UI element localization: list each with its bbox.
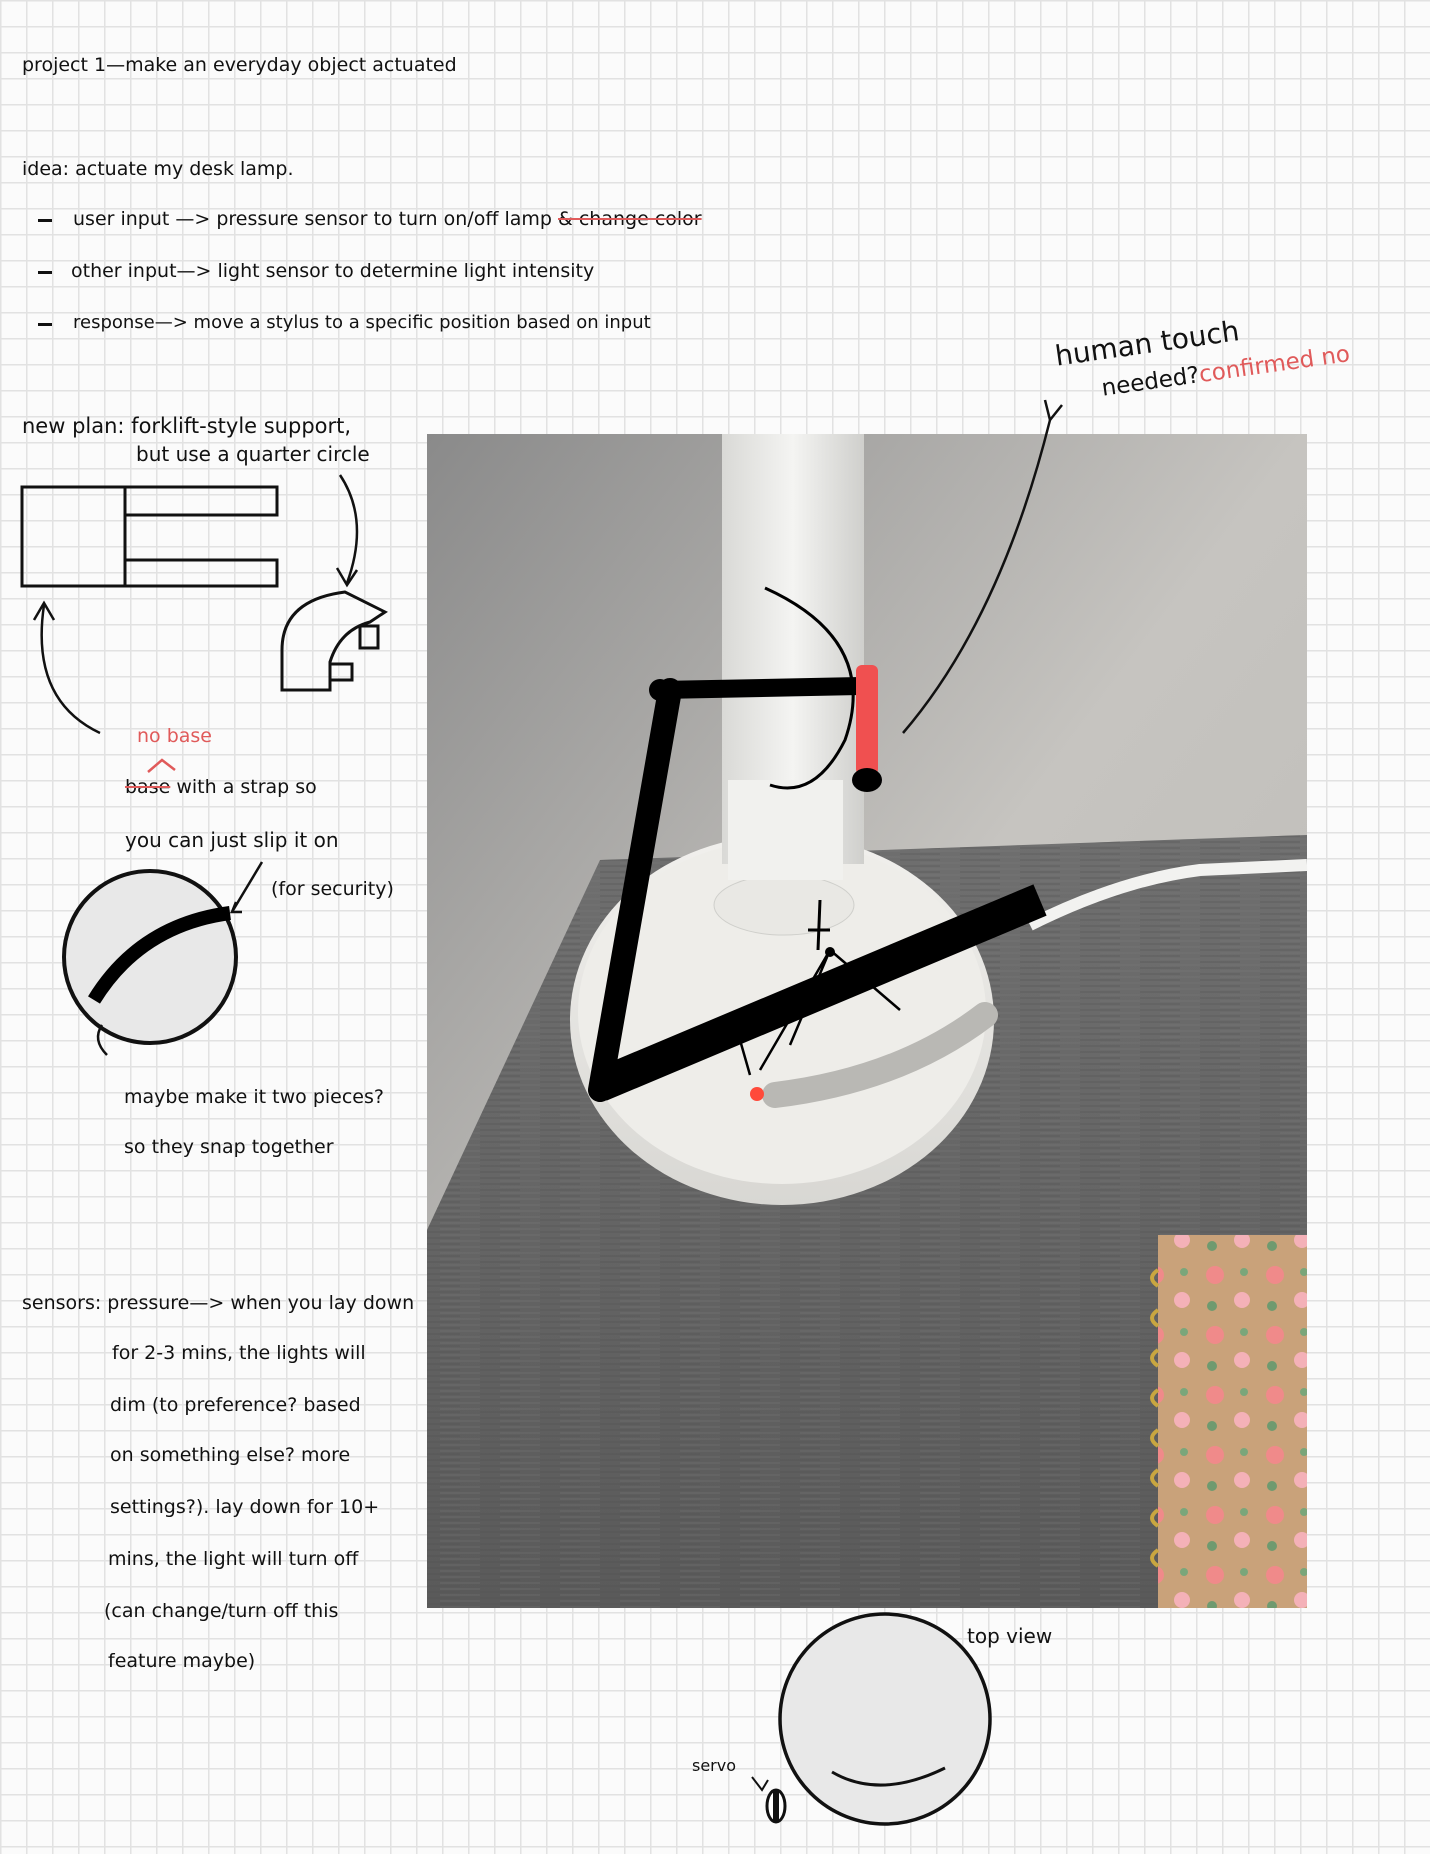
sensors-line-7: (can change/turn off this	[104, 1600, 339, 1622]
strap-line-2: you can just slip it on	[125, 828, 339, 852]
security-note: (for security)	[271, 878, 394, 900]
servo-label: servo	[692, 1756, 737, 1775]
annotation-human-touch: human touch	[1053, 314, 1242, 373]
idea-bullet-1: user input —> pressure sensor to turn on/off lamp & change color	[73, 208, 702, 230]
idea-bullet-3: response—> move a stylus to a specific position based on input	[73, 312, 651, 333]
plan-line-1: new plan: forklift-style support,	[22, 414, 352, 438]
top-view-label: top view	[967, 1624, 1053, 1648]
page-title: project 1—make an everyday object actuated	[22, 54, 457, 76]
snap-note: so they snap together	[124, 1136, 334, 1158]
sensors-line-6: mins, the light will turn off	[108, 1548, 359, 1570]
sensors-line-1: sensors: pressure—> when you lay down	[22, 1292, 415, 1314]
sensors-line-8: feature maybe)	[108, 1650, 256, 1672]
bullet-dash	[38, 219, 52, 222]
sensors-line-5: settings?). lay down for 10+	[110, 1496, 380, 1518]
bullet-dash	[38, 271, 52, 274]
struck-text: & change color	[558, 208, 702, 230]
lamp-photo	[427, 434, 1307, 1608]
idea-heading: idea: actuate my desk lamp.	[22, 158, 294, 180]
top-view-diagram	[767, 1614, 990, 1824]
annotation-confirmed: confirmed no	[1197, 341, 1352, 389]
forklift-diagram	[22, 487, 277, 586]
no-base-note: no base	[137, 725, 212, 747]
sensors-line-3: dim (to preference? based	[110, 1394, 361, 1416]
strap-circle-diagram	[64, 871, 236, 1043]
plan-line-2: but use a quarter circle	[136, 442, 370, 466]
sensors-line-2: for 2-3 mins, the lights will	[112, 1342, 366, 1364]
struck-text: base	[125, 776, 171, 798]
quarter-circle-diagram	[282, 592, 385, 690]
strap-line-1: base with a strap so	[125, 776, 317, 798]
annotation-needed: needed?confirmed no	[1100, 341, 1352, 402]
idea-bullet-2: other input—> light sensor to determine light intensity	[71, 260, 595, 282]
bullet-dash	[38, 323, 52, 326]
sensors-line-4: on something else? more	[110, 1444, 351, 1466]
two-pieces-note: maybe make it two pieces?	[124, 1086, 384, 1108]
